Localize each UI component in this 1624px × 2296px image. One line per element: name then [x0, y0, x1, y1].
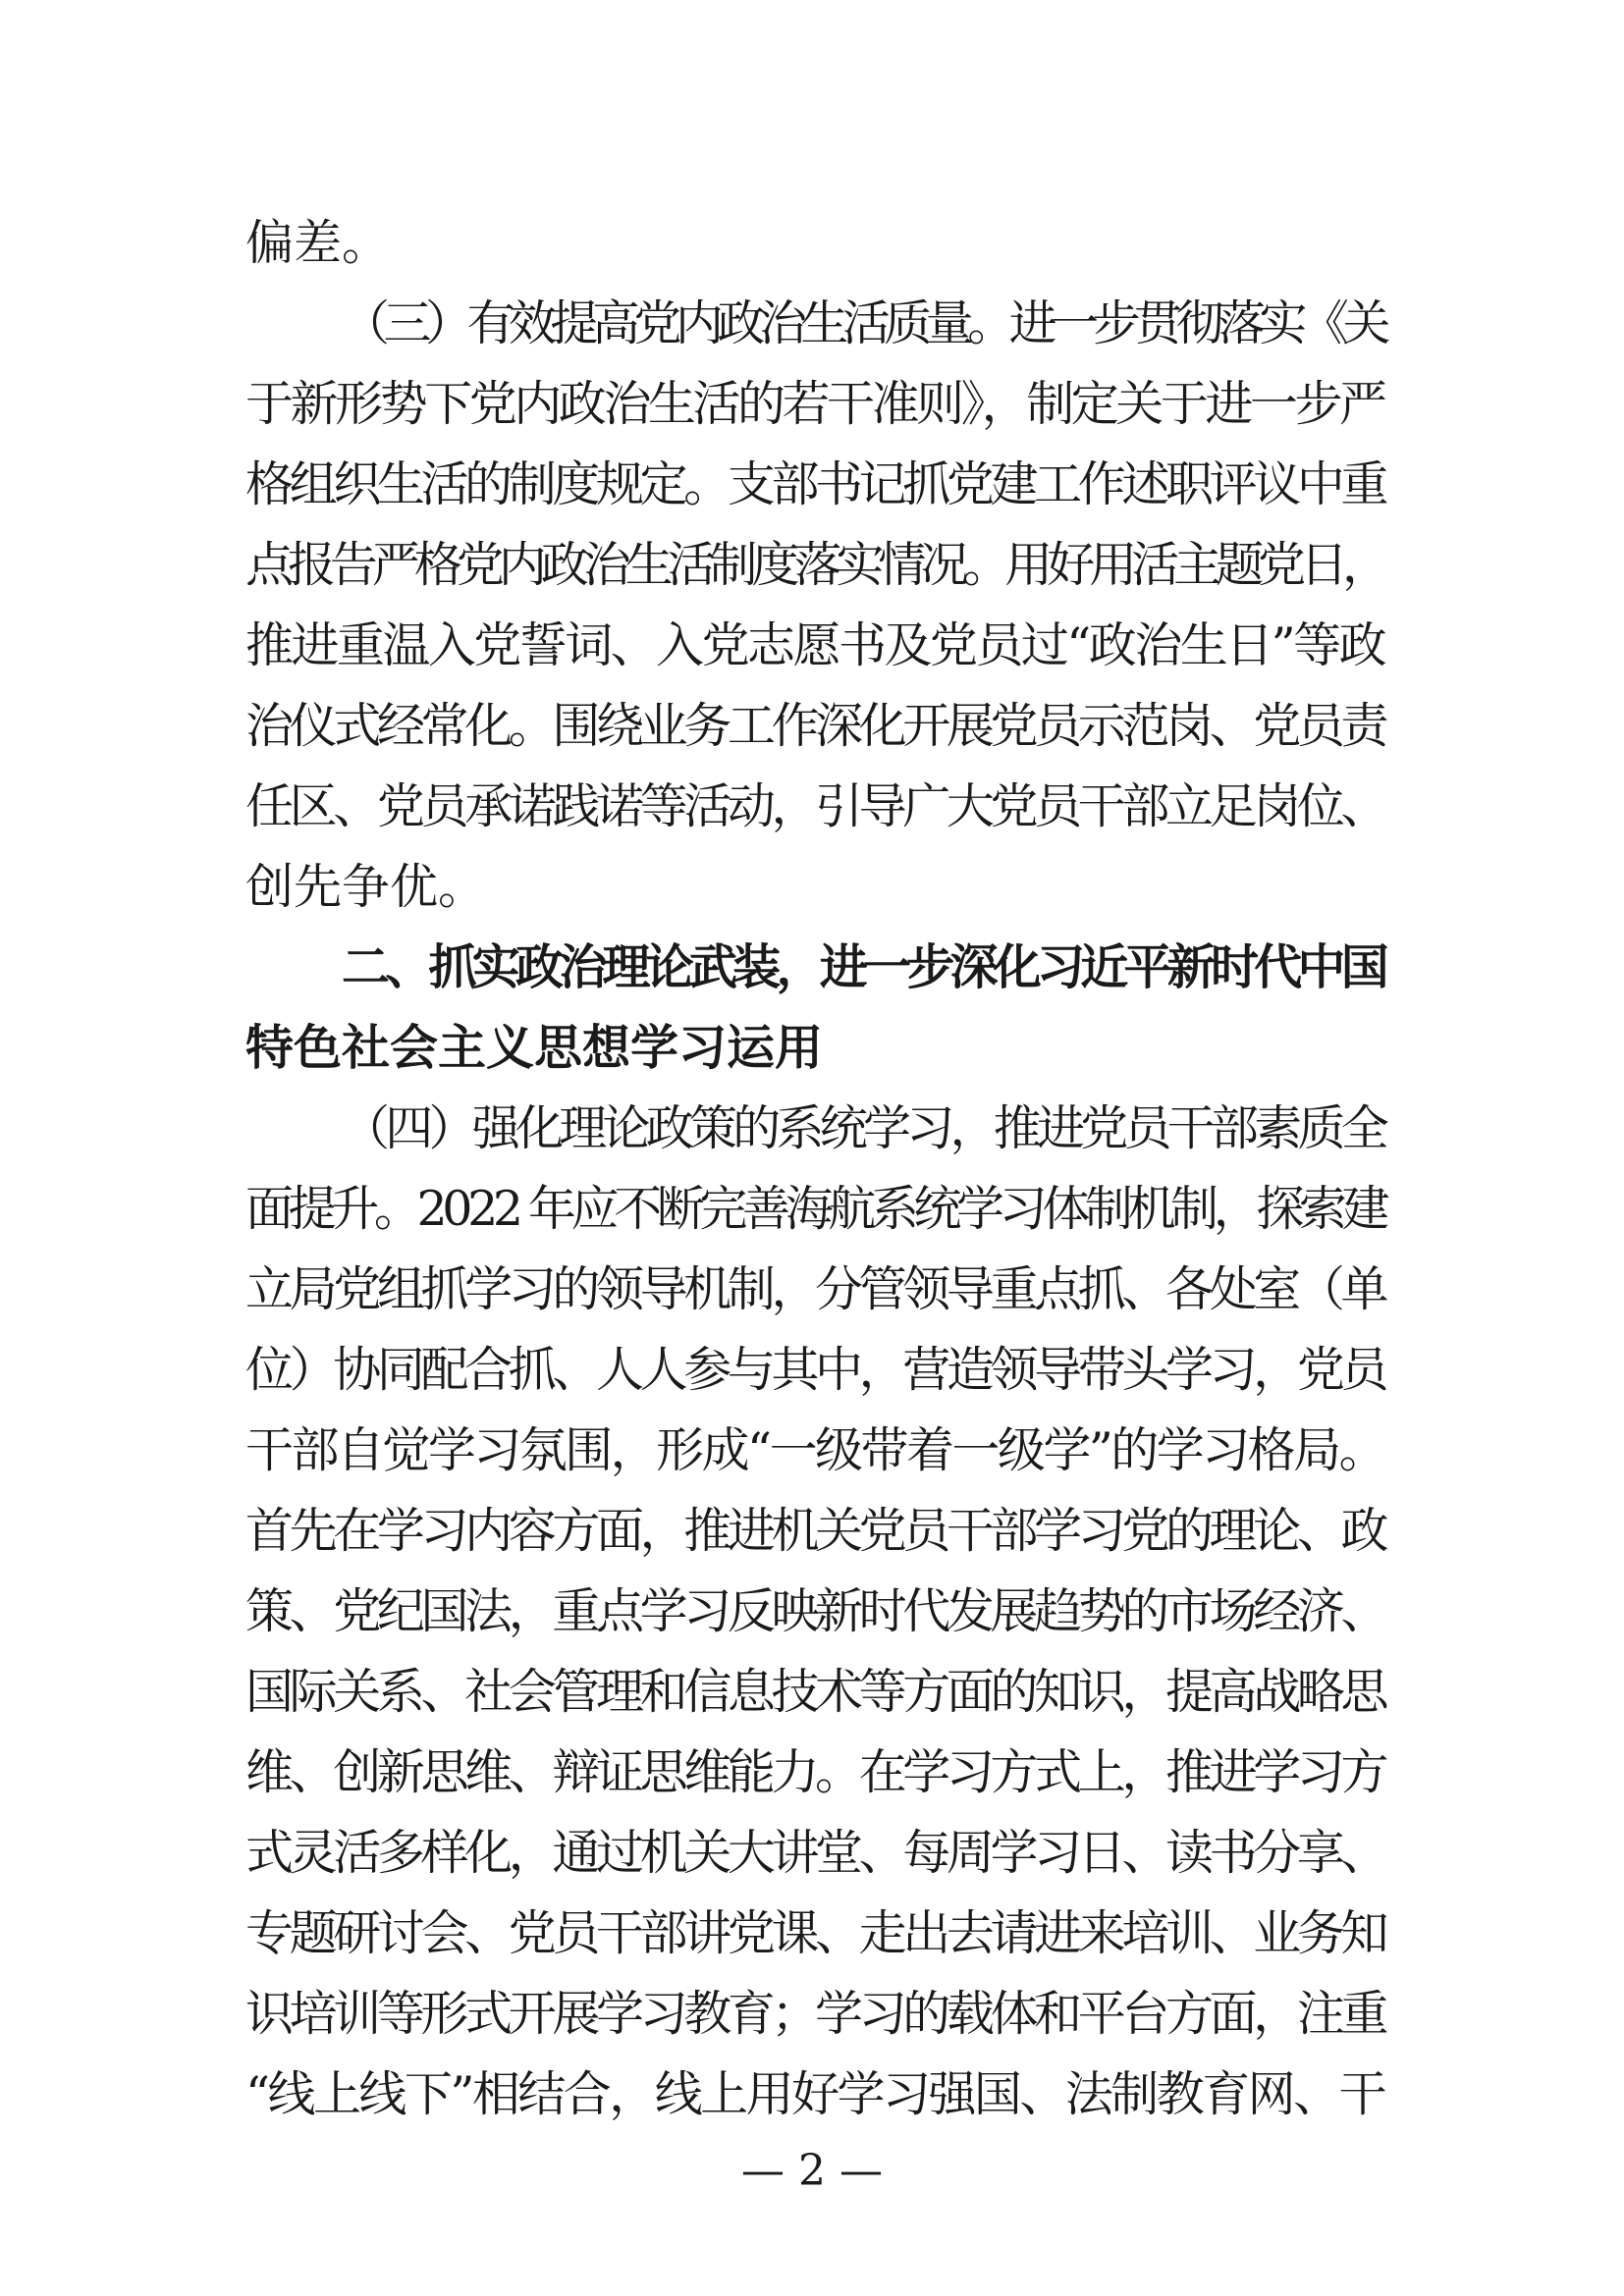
body-line-17: 首先在学习内容方面，推进机关党员干部学习党的理论、政 — [245, 1503, 1385, 1559]
body-line-9: 创先争优。 — [245, 859, 487, 915]
page-number: — 2 — — [741, 2146, 883, 2196]
body-line-1: 偏差。 — [245, 215, 391, 271]
body-line-5: 点报告严格党内政治生活制度落实情况。用好用活主题党日， — [245, 537, 1384, 593]
body-line-14: 立局党组抓学习的领导机制，分管领导重点抓、各处室（单 — [245, 1261, 1385, 1317]
body-line-6: 推进重温入党誓词、入党志愿书及党员过“政治生日”等政 — [245, 617, 1385, 673]
subsection-heading-4-line: （四）强化理论政策的系统学习，推进党员干部素质全 — [342, 1100, 1385, 1156]
body-line-16: 干部自觉学习氛围，形成“一级带着一级学”的学习格局。 — [245, 1422, 1385, 1478]
body-line-3: 于新形势下党内政治生活的若干准则》，制定关于进一步严 — [245, 376, 1384, 432]
body-line-4: 格组织生活的制度规定。支部书记抓党建工作述职评议中重 — [245, 456, 1385, 512]
subsection-heading-3-line: （三）有效提高党内政治生活质量。进一步贯彻落实《关 — [342, 295, 1385, 351]
section-heading-2-line-2: 特色社会主义思想学习运用 — [245, 1020, 824, 1076]
body-line-22: 专题研讨会、党员干部讲党课、走出去请进来培训、业务知 — [245, 1905, 1385, 1961]
body-line-8: 任区、党员承诺践诺等活动，引导广大党员干部立足岗位、 — [245, 778, 1385, 834]
body-line-23: 识培训等形式开展学习教育；学习的载体和平台方面，注重 — [245, 1986, 1385, 2042]
body-line-19: 国际关系、社会管理和信息技术等方面的知识，提高战略思 — [245, 1664, 1385, 1720]
body-line-21: 式灵活多样化，通过机关大讲堂、每周学习日、读书分享、 — [245, 1825, 1385, 1881]
body-line-24: “线上线下”相结合，线上用好学习强国、法制教育网、干 — [245, 2066, 1385, 2122]
body-line-13: 面提升。2022 年应不断完善海航系统学习体制机制，探索建 — [245, 1181, 1385, 1237]
body-line-15: 位）协同配合抓、人人参与其中，营造领导带头学习，党员 — [245, 1342, 1385, 1398]
body-line-20: 维、创新思维、辩证思维能力。在学习方式上，推进学习方 — [245, 1744, 1385, 1800]
body-line-7: 治仪式经常化。围绕业务工作深化开展党员示范岗、党员责 — [245, 698, 1385, 754]
body-line-18: 策、党纪国法，重点学习反映新时代发展趋势的市场经济、 — [245, 1583, 1385, 1639]
section-heading-2-line-1: 二、抓实政治理论武装，进一步深化习近平新时代中国 — [342, 939, 1385, 995]
